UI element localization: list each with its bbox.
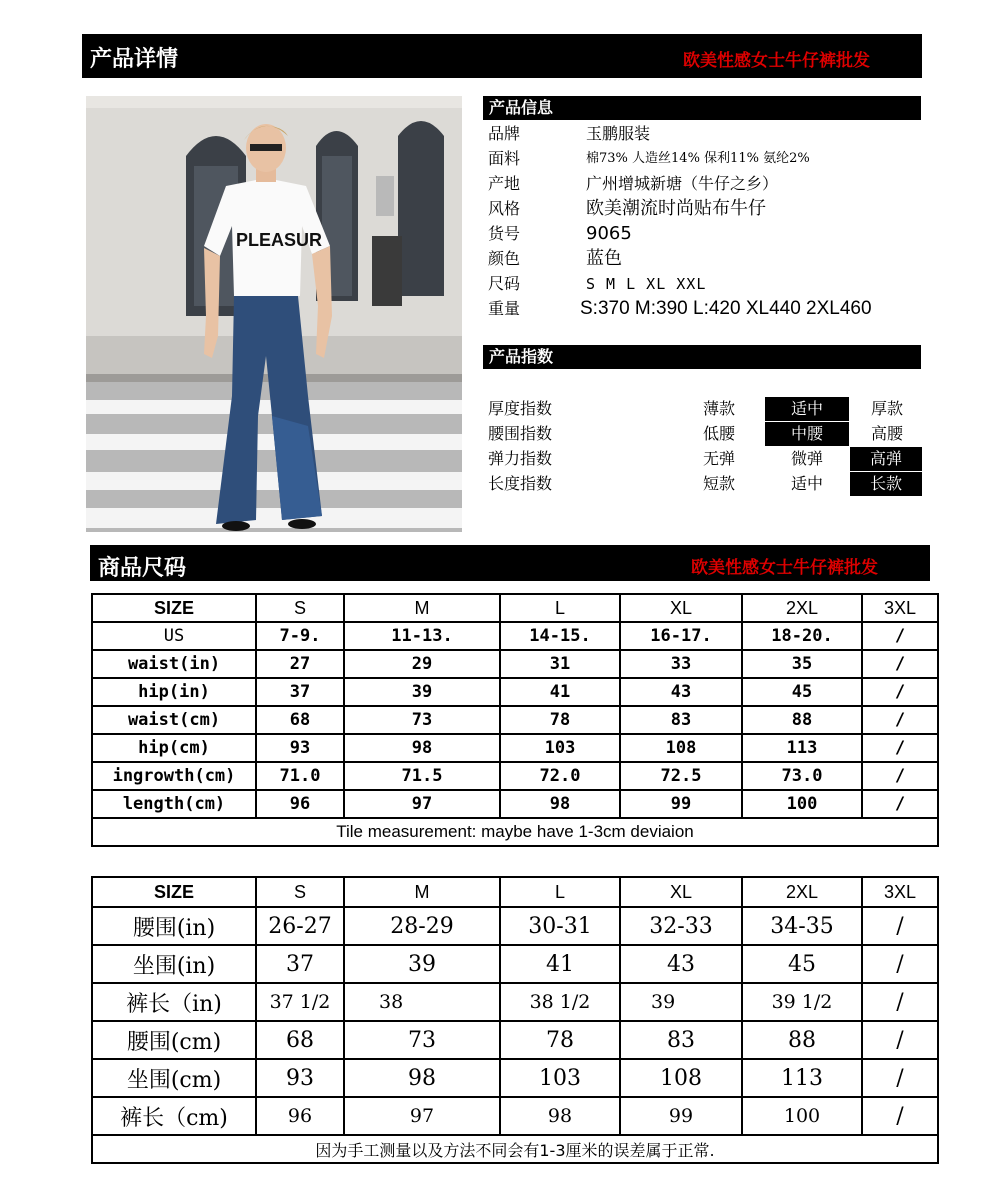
table-cell: 103 xyxy=(500,1059,620,1097)
index-row-length xyxy=(488,472,922,496)
table-header-cell: XL xyxy=(620,594,742,622)
info-key: 面料 xyxy=(488,149,521,168)
table-row xyxy=(92,762,938,790)
table-note: Tile measurement: maybe have 1-3cm deviaion xyxy=(92,818,938,846)
table-cell: 39 1/2 xyxy=(742,983,862,1021)
table-cell: 100 xyxy=(742,790,862,818)
table-row xyxy=(92,983,938,1021)
page-subtitle: 欧美性感女士牛仔裤批发 xyxy=(683,51,870,71)
table-cell: 35 xyxy=(742,650,862,678)
index-label: 厚度指数 xyxy=(488,399,553,418)
table-cell: / xyxy=(862,1021,938,1059)
info-key: 产地 xyxy=(488,174,521,193)
index-option: 低腰 xyxy=(702,424,735,443)
table-cell: length(cm) xyxy=(92,790,256,818)
table-cell: hip(in) xyxy=(92,678,256,706)
table-cell: 43 xyxy=(620,678,742,706)
table-cell: / xyxy=(862,983,938,1021)
table-cell: 33 xyxy=(620,650,742,678)
table-cell: 45 xyxy=(742,678,862,706)
table-cell: 腰围(cm) xyxy=(92,1021,256,1059)
table-cell: 11-13. xyxy=(344,622,500,650)
table-header-cell: 2XL xyxy=(742,877,862,907)
index-row-waist xyxy=(488,422,922,446)
info-key: 风格 xyxy=(488,199,521,218)
table-row xyxy=(92,1059,938,1097)
table-cell: 14-15. xyxy=(500,622,620,650)
index-label: 长度指数 xyxy=(488,474,553,493)
table-row xyxy=(92,907,938,945)
table-cell: 98 xyxy=(500,1097,620,1135)
table-cell: 30-31 xyxy=(500,907,620,945)
table-cell: 26-27 xyxy=(256,907,344,945)
info-key: 重量 xyxy=(488,299,521,318)
table-header-cell: L xyxy=(500,877,620,907)
table-cell: 38 xyxy=(344,983,500,1021)
index-label: 弹力指数 xyxy=(488,449,553,468)
shirt-print-text: PLEASUR xyxy=(236,230,323,250)
table-cell: / xyxy=(862,622,938,650)
table-cell: 103 xyxy=(500,734,620,762)
table-cell: 97 xyxy=(344,1097,500,1135)
table-cell: 34-35 xyxy=(742,907,862,945)
table-cell: 99 xyxy=(620,1097,742,1135)
size-header-bar xyxy=(90,545,930,581)
table-note: 因为手工测量以及方法不同会有1-3厘米的误差属于正常. xyxy=(92,1135,938,1163)
index-option: 高腰 xyxy=(870,424,903,443)
table-cell: / xyxy=(862,907,938,945)
info-value: 9065 xyxy=(586,223,632,244)
table-cell: 113 xyxy=(742,734,862,762)
info-key: 货号 xyxy=(488,224,521,243)
table-cell: 73 xyxy=(344,1021,500,1059)
table-cell: / xyxy=(862,1097,938,1135)
table-cell: 72.0 xyxy=(500,762,620,790)
table-cell: 37 1/2 xyxy=(256,983,344,1021)
table-header-cell: S xyxy=(256,877,344,907)
table-cell: US xyxy=(92,622,256,650)
table-header-cell: SIZE xyxy=(92,594,256,622)
table-row xyxy=(92,678,938,706)
table-cell: 68 xyxy=(256,1021,344,1059)
table-cell: / xyxy=(862,945,938,983)
table-cell: 98 xyxy=(500,790,620,818)
table-cell: waist(cm) xyxy=(92,706,256,734)
table-cell: 43 xyxy=(620,945,742,983)
table-header-cell: L xyxy=(500,594,620,622)
table-cell: 39 xyxy=(620,983,742,1021)
table-cell: 98 xyxy=(344,734,500,762)
product-info-heading xyxy=(483,96,921,120)
info-value: S:370 M:390 L:420 XL440 2XL460 xyxy=(580,298,872,319)
index-row-thickness xyxy=(488,397,922,421)
table-cell: 98 xyxy=(344,1059,500,1097)
product-index-heading xyxy=(483,345,921,369)
index-option-selected: 高弹 xyxy=(850,447,922,471)
table-cell: 108 xyxy=(620,734,742,762)
table-row xyxy=(92,945,938,983)
index-option: 适中 xyxy=(790,474,823,493)
table-cell: / xyxy=(862,706,938,734)
table-row xyxy=(92,706,938,734)
table-cell: 100 xyxy=(742,1097,862,1135)
info-value: 棉73% 人造丝14% 保利11% 氨纶2% xyxy=(586,151,810,166)
table-cell: 113 xyxy=(742,1059,862,1097)
table-cell: 腰围(in) xyxy=(92,907,256,945)
table-cell: 97 xyxy=(344,790,500,818)
table-cell: 78 xyxy=(500,706,620,734)
model-photo-illustration xyxy=(86,96,462,532)
table-cell: 78 xyxy=(500,1021,620,1059)
table-header-row xyxy=(92,877,938,907)
table-row xyxy=(92,650,938,678)
table-cell: 39 xyxy=(344,678,500,706)
table-cell: 73.0 xyxy=(742,762,862,790)
table-cell: / xyxy=(862,678,938,706)
table-cell: / xyxy=(862,790,938,818)
index-row-elasticity xyxy=(488,447,922,471)
index-option: 薄款 xyxy=(702,399,735,418)
table-header-cell: 3XL xyxy=(862,594,938,622)
table-cell: 96 xyxy=(256,790,344,818)
info-value: 广州增城新塘（牛仔之乡） xyxy=(586,174,779,193)
size-table-chinese xyxy=(91,876,939,1164)
table-cell: / xyxy=(862,650,938,678)
table-cell: 裤长（cm) xyxy=(92,1097,256,1135)
header-bar xyxy=(82,34,922,78)
size-subtitle: 欧美性感女士牛仔裤批发 xyxy=(691,558,878,578)
table-note-row xyxy=(92,818,938,846)
table-cell: / xyxy=(862,734,938,762)
table-row xyxy=(92,1097,938,1135)
product-info-heading-label: 产品信息 xyxy=(489,98,554,117)
table-cell: 99 xyxy=(620,790,742,818)
size-table-english xyxy=(91,593,939,847)
table-cell: 16-17. xyxy=(620,622,742,650)
table-cell: 28-29 xyxy=(344,907,500,945)
table-cell: 83 xyxy=(620,706,742,734)
info-value: S M L XL XXL xyxy=(586,275,707,293)
table-header-cell: M xyxy=(344,877,500,907)
table-cell: 96 xyxy=(256,1097,344,1135)
table-cell: 71.5 xyxy=(344,762,500,790)
table-cell: 18-20. xyxy=(742,622,862,650)
info-key: 尺码 xyxy=(488,274,521,293)
table-header-cell: SIZE xyxy=(92,877,256,907)
table-header-row xyxy=(92,594,938,622)
table-cell: 83 xyxy=(620,1021,742,1059)
table-header-cell: XL xyxy=(620,877,742,907)
index-option-selected: 长款 xyxy=(850,472,922,496)
table-row xyxy=(92,790,938,818)
table-cell: 27 xyxy=(256,650,344,678)
size-title: 商品尺码 xyxy=(98,556,187,581)
table-header-cell: M xyxy=(344,594,500,622)
table-cell: 32-33 xyxy=(620,907,742,945)
info-key: 颜色 xyxy=(488,249,521,268)
table-row xyxy=(92,1021,938,1059)
table-row xyxy=(92,622,938,650)
product-photo xyxy=(86,96,462,532)
table-cell: 坐围(in) xyxy=(92,945,256,983)
table-cell: 38 1/2 xyxy=(500,983,620,1021)
table-cell: 73 xyxy=(344,706,500,734)
table-cell: 坐围(cm) xyxy=(92,1059,256,1097)
table-cell: 93 xyxy=(256,734,344,762)
index-option: 无弹 xyxy=(702,449,735,468)
table-cell: 108 xyxy=(620,1059,742,1097)
table-cell: / xyxy=(862,1059,938,1097)
table-note-row xyxy=(92,1135,938,1163)
table-cell: 68 xyxy=(256,706,344,734)
table-cell: ingrowth(cm) xyxy=(92,762,256,790)
table-cell: 41 xyxy=(500,945,620,983)
table-cell: 93 xyxy=(256,1059,344,1097)
table-cell: 71.0 xyxy=(256,762,344,790)
table-cell: 41 xyxy=(500,678,620,706)
index-option: 短款 xyxy=(702,474,735,493)
table-cell: / xyxy=(862,762,938,790)
index-label: 腰围指数 xyxy=(488,424,553,443)
table-cell: 88 xyxy=(742,1021,862,1059)
table-cell: 45 xyxy=(742,945,862,983)
info-value: 欧美潮流时尚贴布牛仔 xyxy=(586,198,766,219)
table-cell: 72.5 xyxy=(620,762,742,790)
table-cell: 39 xyxy=(344,945,500,983)
info-value: 玉鹏服装 xyxy=(586,124,651,143)
index-option: 厚款 xyxy=(870,399,903,418)
index-option-selected: 中腰 xyxy=(765,422,849,446)
index-option-selected: 适中 xyxy=(765,397,849,421)
table-header-cell: 3XL xyxy=(862,877,938,907)
table-cell: 88 xyxy=(742,706,862,734)
table-header-cell: S xyxy=(256,594,344,622)
table-header-cell: 2XL xyxy=(742,594,862,622)
product-index-heading-label: 产品指数 xyxy=(489,347,554,366)
index-option: 微弹 xyxy=(790,449,823,468)
table-cell: waist(in) xyxy=(92,650,256,678)
table-cell: hip(cm) xyxy=(92,734,256,762)
info-key: 品牌 xyxy=(488,124,521,143)
table-cell: 37 xyxy=(256,678,344,706)
info-value: 蓝色 xyxy=(586,248,622,269)
table-cell: 37 xyxy=(256,945,344,983)
table-cell: 裤长（in) xyxy=(92,983,256,1021)
table-cell: 29 xyxy=(344,650,500,678)
table-cell: 31 xyxy=(500,650,620,678)
table-row xyxy=(92,734,938,762)
page-title: 产品详情 xyxy=(90,47,179,72)
table-cell: 7-9. xyxy=(256,622,344,650)
